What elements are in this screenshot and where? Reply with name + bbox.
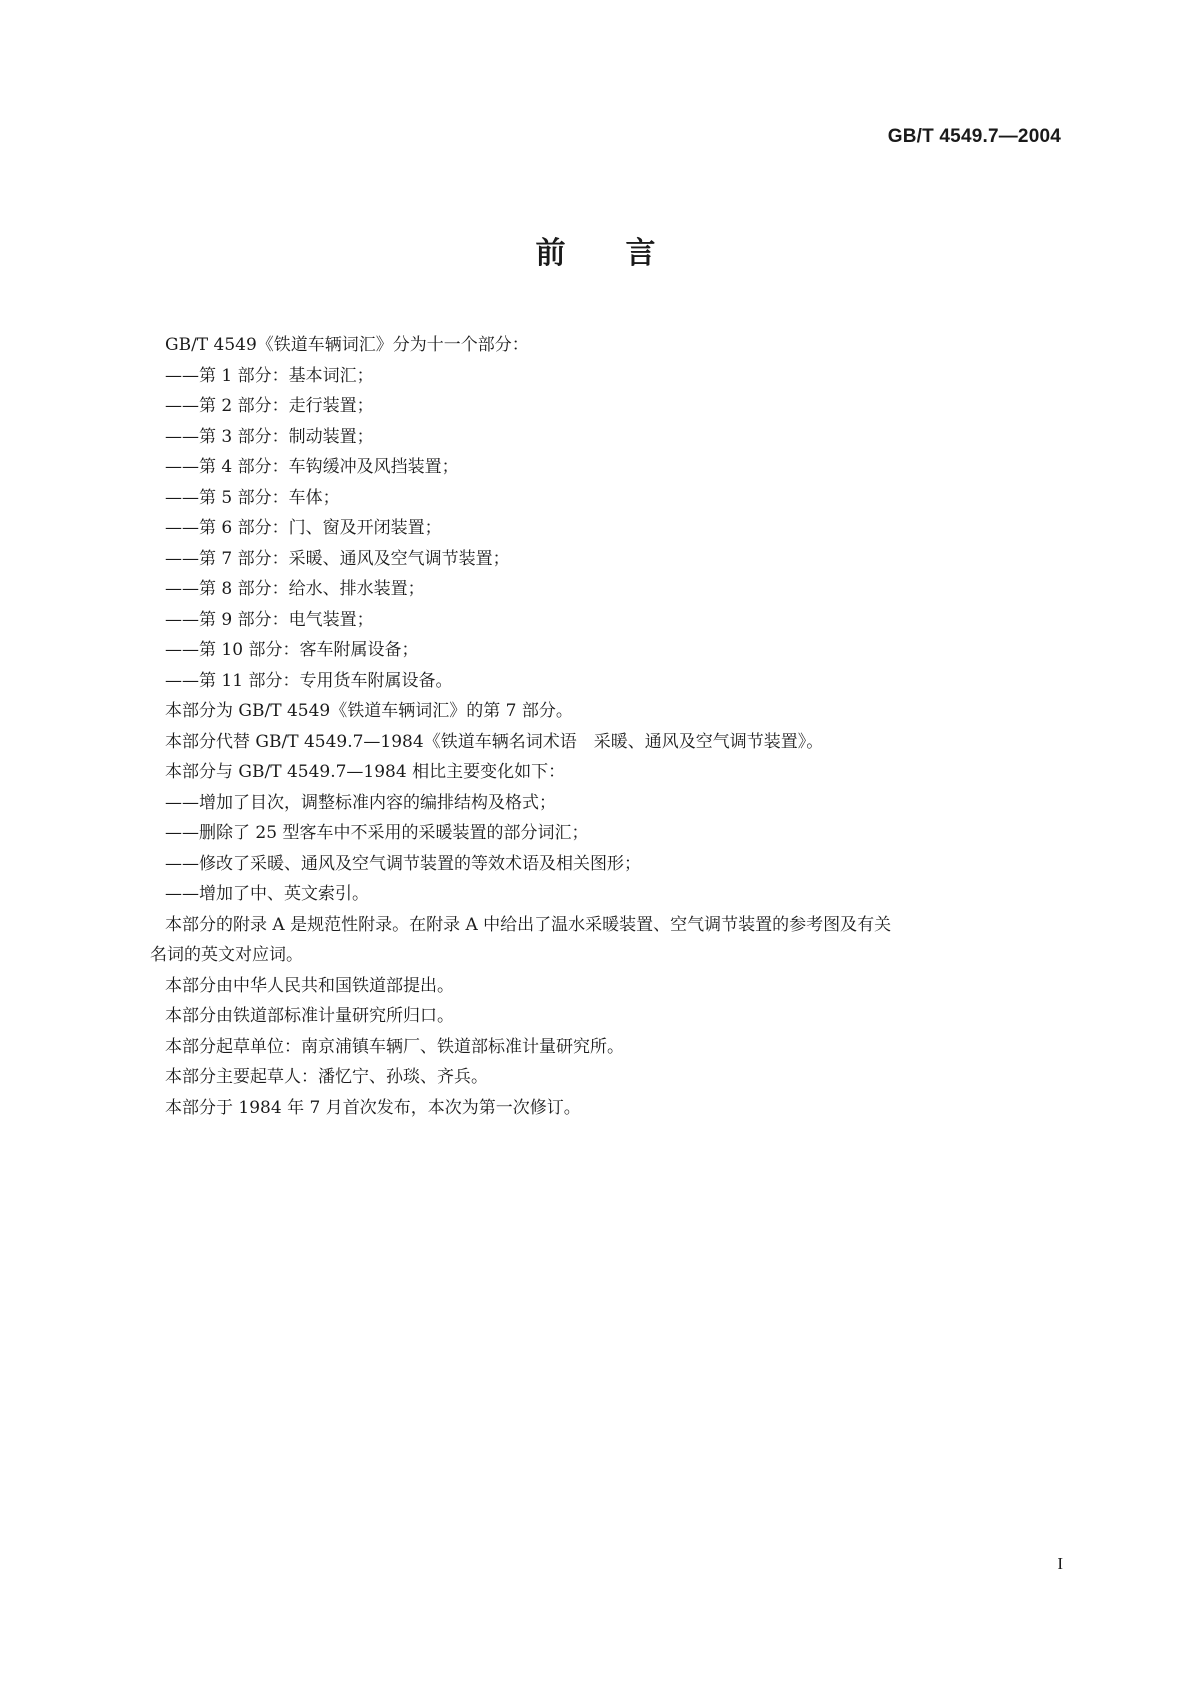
paragraph-line: 本部分由中华人民共和国铁道部提出。 bbox=[165, 975, 454, 996]
list-item: ——第 9 部分：电气装置； bbox=[165, 609, 374, 630]
list-item: ——第 2 部分：走行装置； bbox=[165, 396, 374, 416]
list-item: ——第 7 部分：采暖、通风及空气调节装置； bbox=[165, 548, 510, 569]
paragraph-line: 本部分主要起草人：潘忆宁、孙琰、齐兵。 bbox=[165, 1067, 488, 1087]
paragraph-line: GB/T 4549《铁道车辆词汇》分为十一个部分： bbox=[165, 335, 529, 355]
page-number: I bbox=[1057, 1554, 1063, 1573]
list-item: ——第 3 部分：制动装置； bbox=[165, 426, 374, 447]
list-item: ——第 1 部分：基本词汇； bbox=[165, 365, 374, 386]
foreword-body bbox=[150, 330, 1062, 1123]
paragraph-line: 本部分于 1984 年 7 月首次发布，本次为第一次修订。 bbox=[165, 1097, 581, 1118]
list-item: ——第 5 部分：车体； bbox=[165, 487, 340, 508]
paragraph-line: 本部分的附录 A 是规范性附录。在附录 A 中给出了温水采暖装置、空气调节装置的参考图及有关 bbox=[165, 914, 892, 935]
list-item: ——增加了目次，调整标准内容的编排结构及格式； bbox=[165, 792, 556, 813]
paragraph-line: 本部分为 GB/T 4549《铁道车辆词汇》的第 7 部分。 bbox=[165, 701, 573, 721]
paragraph-line-continuation: 名词的英文对应词。 bbox=[150, 945, 303, 965]
paragraph-line: 本部分起草单位：南京浦镇车辆厂、铁道部标准计量研究所。 bbox=[165, 1036, 624, 1057]
list-item: ——第 6 部分：门、窗及开闭装置； bbox=[165, 518, 442, 538]
list-item: ——删除了 25 型客车中不采用的采暖装置的部分词汇； bbox=[165, 823, 589, 843]
paragraph-line: 本部分由铁道部标准计量研究所归口。 bbox=[165, 1006, 454, 1026]
paragraph-line: 本部分代替 GB/T 4549.7—1984《铁道车辆名词术语 采暖、通风及空气调节装置》。 bbox=[165, 731, 824, 752]
list-item: ——第 8 部分：给水、排水装置； bbox=[165, 579, 425, 599]
paragraph-line: 本部分与 GB/T 4549.7—1984 相比主要变化如下： bbox=[165, 762, 566, 782]
list-item: ——修改了采暖、通风及空气调节装置的等效术语及相关图形； bbox=[165, 853, 641, 874]
page-title: 前言 bbox=[535, 236, 716, 271]
standard-number: GB/T 4549.7—2004 bbox=[887, 126, 1061, 147]
list-item: ——增加了中、英文索引。 bbox=[165, 884, 369, 904]
list-item: ——第 10 部分：客车附属设备； bbox=[165, 640, 419, 660]
list-item: ——第 11 部分：专用货车附属设备。 bbox=[165, 670, 453, 691]
list-item: ——第 4 部分：车钩缓冲及风挡装置； bbox=[165, 457, 459, 477]
